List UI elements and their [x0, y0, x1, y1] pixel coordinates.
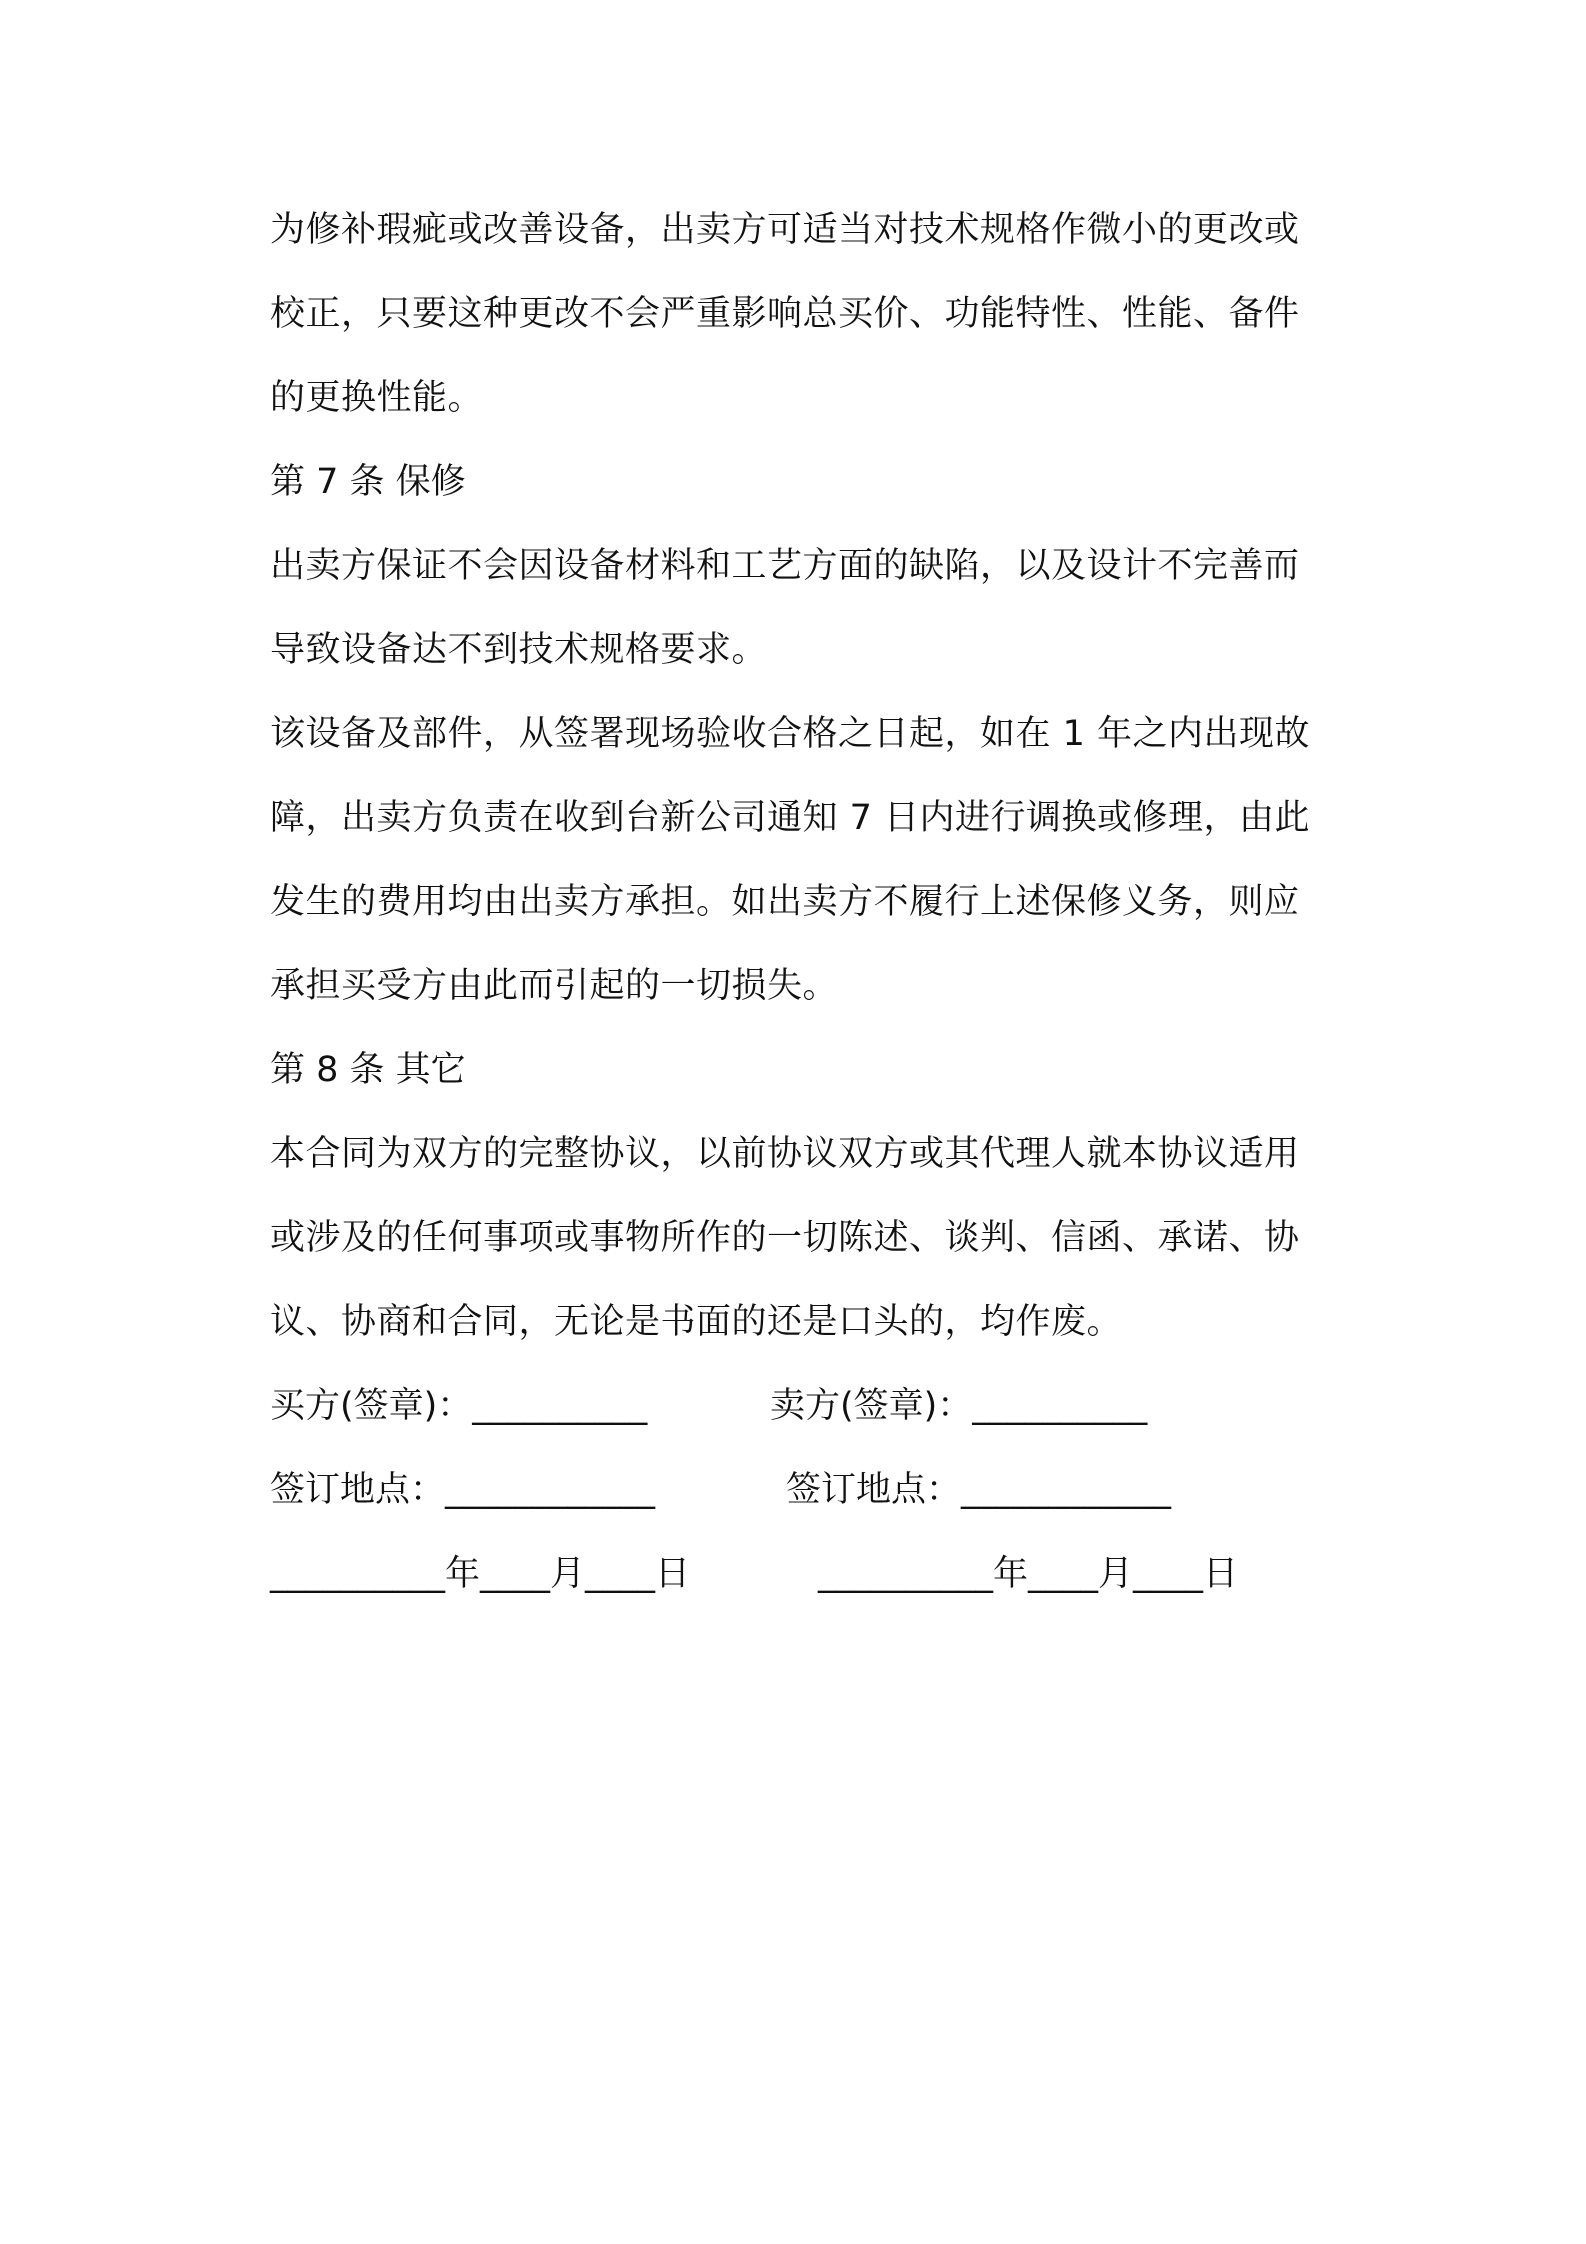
article-8-para-line: 本合同为双方的完整协议，以前协议双方或其代理人就本协议适用: [270, 1134, 1300, 1174]
seller-place-field: 签订地点：____________: [786, 1470, 1172, 1510]
document-body: [270, 188, 1360, 1616]
article-7-para1-line: 导致设备达不到技术规格要求。: [270, 630, 768, 670]
date-row: [270, 1532, 1360, 1616]
intro-line: 为修补瑕疵或改善设备，出卖方可适当对技术规格作微小的更改或: [270, 210, 1300, 250]
article-7-para2-line: 障，出卖方负责在收到台新公司通知 7 日内进行调换或修理，由此: [270, 798, 1311, 838]
article-8-para-line: 议、协商和合同，无论是书面的还是口头的，均作废。: [270, 1302, 1123, 1342]
article-7-heading: 第 7 条 保修: [270, 462, 466, 502]
article-7-para2-line: 发生的费用均由出卖方承担。如出卖方不履行上述保修义务，则应: [270, 882, 1300, 922]
buyer-place-field: 签订地点：____________: [270, 1470, 656, 1510]
article-7-para1-line: 出卖方保证不会因设备材料和工艺方面的缺陷，以及设计不完善而: [270, 546, 1300, 586]
buyer-signature-field: 买方(签章)：__________: [270, 1386, 648, 1426]
place-row: [270, 1448, 1360, 1532]
article-8-para-line: 或涉及的任何事项或事物所作的一切陈述、谈判、信函、承诺、协: [270, 1218, 1300, 1258]
article-7-para2-line: 该设备及部件，从签署现场验收合格之日起，如在 1 年之内出现故: [270, 714, 1311, 754]
article-7-para2-line: 承担买受方由此而引起的一切损失。: [270, 966, 839, 1006]
seller-signature-field: 卖方(签章)：__________: [770, 1386, 1148, 1426]
buyer-date-field: __________年____月____日: [270, 1554, 691, 1594]
seller-date-field: __________年____月____日: [818, 1554, 1239, 1594]
article-8-heading: 第 8 条 其它: [270, 1050, 466, 1090]
intro-line: 的更换性能。: [270, 378, 484, 418]
intro-line: 校正，只要这种更改不会严重影响总买价、功能特性、性能、备件: [270, 294, 1300, 334]
signature-row: [270, 1364, 1360, 1448]
